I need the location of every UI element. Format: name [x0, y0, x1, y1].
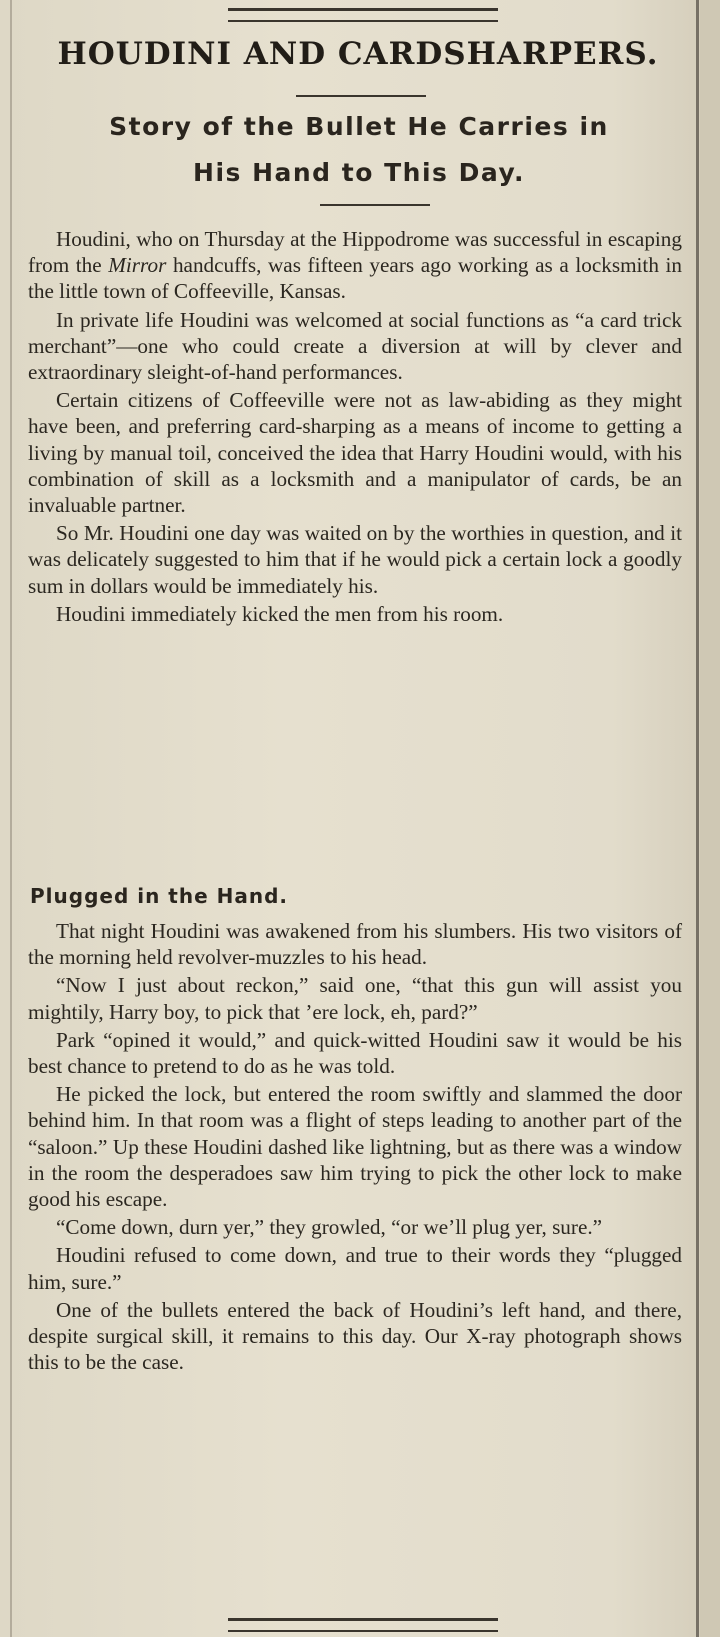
paragraph: One of the bullets entered the back of Houdini’s left hand, and there, despite surgical skill, it remains to this day. Our X-ray photograph shows this to be the case. [28, 1297, 682, 1375]
paragraph: Park “opined it would,” and quick-witted Houdini saw it would be his best chance to pretend to do as he was told. [28, 1027, 682, 1079]
paragraph: Certain citizens of Coffeeville were not as law-abiding as they might have been, and preferring card-sharping as a means of income to getting a living by manual toil, conceived the idea that Harry Houdini would, with his combination of skill as a locksmith and a manipulator of cards, be an invaluable partner. [28, 388, 682, 518]
headline-rule [296, 95, 426, 97]
paragraph: Houdini refused to come down, and true to their words they “plugged him, sure.” [28, 1243, 682, 1294]
top-double-rule [228, 8, 498, 22]
paragraph-text: handcuffs, was fifteen years ago working as a locksmith in the little town of Coffeeville, Kansas. [28, 253, 682, 304]
paragraph: He picked the lock, but entered the room swiftly and slammed the door behind him. In that room was a flight of steps leading to another part of the “saloon.” Up these Houdini dashed like lightning, but as there was a window in the room the desperadoes saw him trying to pick the other lock to make good his escape. [28, 1082, 682, 1212]
paragraph [28, 226, 682, 305]
paragraph: So Mr. Houdini one day was waited on by the worthies in question, and it was delicately suggested to him that if he would pick a certain lock a goodly sum in dollars would be immediately his. [28, 521, 682, 598]
paragraph: Houdini immediately kicked the men from his room. [56, 601, 504, 626]
article-body-section1 [28, 226, 682, 627]
paragraph: “Come down, durn yer,” they growled, “or we’ll plug yer, sure.” [56, 1215, 603, 1240]
newspaper-name: Mirror [108, 253, 167, 278]
article-body-section2 [28, 918, 682, 1375]
article-headline: HOUDINI AND CARDSHARPERS. [57, 36, 659, 72]
adjacent-column-edge [700, 0, 720, 1637]
column-rule-left [10, 0, 12, 1637]
subhead-rule [320, 204, 430, 206]
paragraph: In private life Houdini was welcomed at social functions as “a card trick merchant”—one who could create a diversion at will by clever and extraordinary sleight-of-hand performances. [28, 307, 682, 385]
bottom-double-rule [228, 1618, 498, 1632]
paragraph-text: Houdini, who on Thursday at the Hippodrome was successful in escaping from the [28, 227, 682, 278]
section-heading: Plugged in the Hand. [30, 884, 288, 908]
column-rule-right [696, 0, 699, 1637]
article-subhead-line2: His Hand to This Day. [193, 158, 525, 187]
article-subhead-line1: Story of the Bullet He Carries in [109, 112, 609, 141]
paragraph: That night Houdini was awakened from his slumbers. His two visitors of the morning held revolver-muzzles to his head. [28, 919, 682, 970]
paragraph: “Now I just about reckon,” said one, “that this gun will assist you mightily, Harry boy, to pick that ’ere lock, eh, pard?” [28, 973, 682, 1024]
